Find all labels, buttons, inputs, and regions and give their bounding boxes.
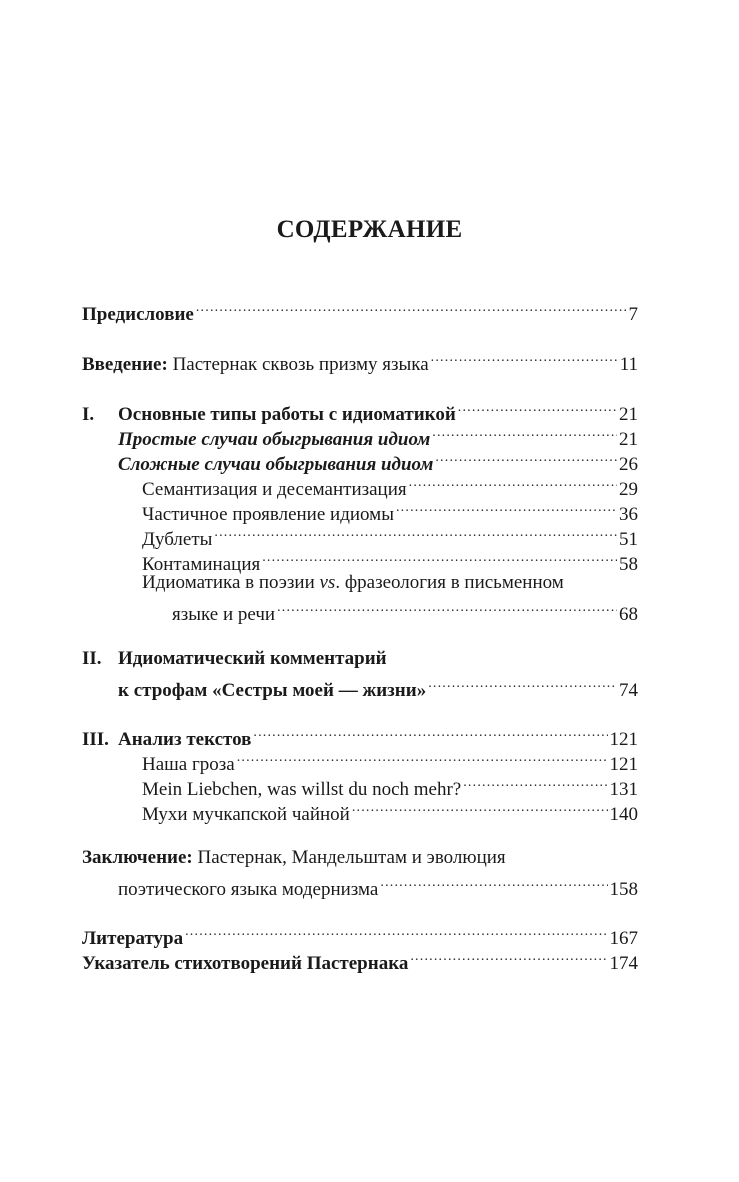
dot-leader [253, 720, 607, 745]
dot-leader [214, 520, 617, 545]
dot-leader [185, 919, 607, 944]
toc-entry-complex-cases[interactable] [118, 445, 638, 475]
toc-entry-idiomatics-line-2[interactable] [172, 595, 638, 625]
dot-leader [262, 545, 617, 570]
toc-entry-label: Простые случаи обыгрывания идиом [118, 429, 431, 450]
toc-entry-conclusion-line-2[interactable] [118, 870, 638, 900]
toc-entry-contamination[interactable] [142, 545, 638, 575]
page-number: 167 [609, 928, 638, 949]
page-number: 26 [619, 454, 638, 475]
toc-entry-literature[interactable] [82, 919, 638, 949]
dot-leader [410, 944, 607, 969]
dot-leader [237, 745, 608, 770]
toc-entry-label: III. Анализ текстов [82, 729, 252, 750]
page-number: 29 [619, 479, 638, 500]
toc-entry-simple-cases[interactable] [118, 420, 638, 450]
toc-entry-label: Контаминация [142, 554, 261, 575]
toc-entry-part-1[interactable] [82, 395, 638, 425]
dot-leader [396, 495, 617, 520]
page-number: 131 [609, 779, 638, 800]
toc-entry-partial-idiom[interactable] [142, 495, 638, 525]
toc-entry-part-2-line-1[interactable]: II. Идиоматический комментарий [82, 648, 387, 669]
toc-entry-label: Частичное проявление идиомы [142, 504, 394, 525]
dot-leader [196, 295, 627, 320]
page-number: 68 [619, 604, 638, 625]
page-number: 21 [619, 429, 638, 450]
page-number: 11 [619, 354, 638, 375]
dot-leader [435, 445, 617, 470]
toc-entry-label: Mein Liebchen, was willst du noch mehr? [142, 779, 462, 800]
toc-entry-label: I. Основные типы работы с идиоматикой [82, 404, 456, 425]
toc-entry-label: к строфам «Сестры моей — жизни» [118, 680, 427, 701]
toc-entry-semantization[interactable] [142, 470, 638, 500]
page-number: 7 [628, 304, 638, 325]
page-number: 158 [609, 879, 638, 900]
toc-entry-part-2-line-2[interactable] [118, 671, 638, 701]
toc-entry-label: поэтического языка модернизма [118, 879, 379, 900]
dot-leader [431, 345, 618, 370]
toc-entry-part-3[interactable] [82, 720, 638, 750]
dot-leader [458, 395, 617, 420]
toc-entry-label: Дублеты [142, 529, 213, 550]
toc-entry-mukhi[interactable] [142, 795, 638, 825]
page-number: 36 [619, 504, 638, 525]
toc-entry-label: Мухи мучкапской чайной [142, 804, 350, 825]
toc-entry-nasha-groza[interactable] [142, 745, 638, 775]
page-number: 21 [619, 404, 638, 425]
page-number: 51 [619, 529, 638, 550]
dot-leader [463, 770, 607, 795]
page-number: 174 [609, 953, 638, 974]
toc-entry-label: Введение: Пастернак сквозь призму языка [82, 354, 429, 375]
toc-entry-label: Наша гроза [142, 754, 235, 775]
page-number: 121 [609, 729, 638, 750]
toc-entry-label: Семантизация и десемантизация [142, 479, 407, 500]
page-number: 74 [619, 680, 638, 701]
toc-entry-label: Сложные случаи обыгрывания идиом [118, 454, 434, 475]
dot-leader [380, 870, 607, 895]
toc-entry-label: Литература [82, 928, 184, 949]
toc-entry-label: Предисловие [82, 304, 194, 325]
toc-entry-label: языке и речи [172, 604, 276, 625]
toc-entry-mein-liebchen[interactable] [142, 770, 638, 800]
toc-entry-idiomatics-line-1[interactable]: Идиоматика в поэзии vs. фразеология в письменном [142, 572, 564, 593]
page-number: 140 [609, 804, 638, 825]
dot-leader [428, 671, 617, 696]
toc-entry-introduction[interactable] [82, 345, 638, 375]
dot-leader [432, 420, 617, 445]
dot-leader [409, 470, 617, 495]
page-number: 121 [609, 754, 638, 775]
toc-entry-preface[interactable] [82, 295, 638, 325]
toc-entry-label: Указатель стихотворений Пастернака [82, 953, 409, 974]
dot-leader [277, 595, 617, 620]
page-number: 58 [619, 554, 638, 575]
dot-leader [352, 795, 608, 820]
page-title: СОДЕРЖАНИЕ [276, 216, 463, 243]
toc-entry-conclusion-line-1[interactable]: Заключение: Пастернак, Мандельштам и эволюция [82, 847, 506, 868]
toc-entry-doublets[interactable] [142, 520, 638, 550]
toc-entry-index[interactable] [82, 944, 638, 974]
